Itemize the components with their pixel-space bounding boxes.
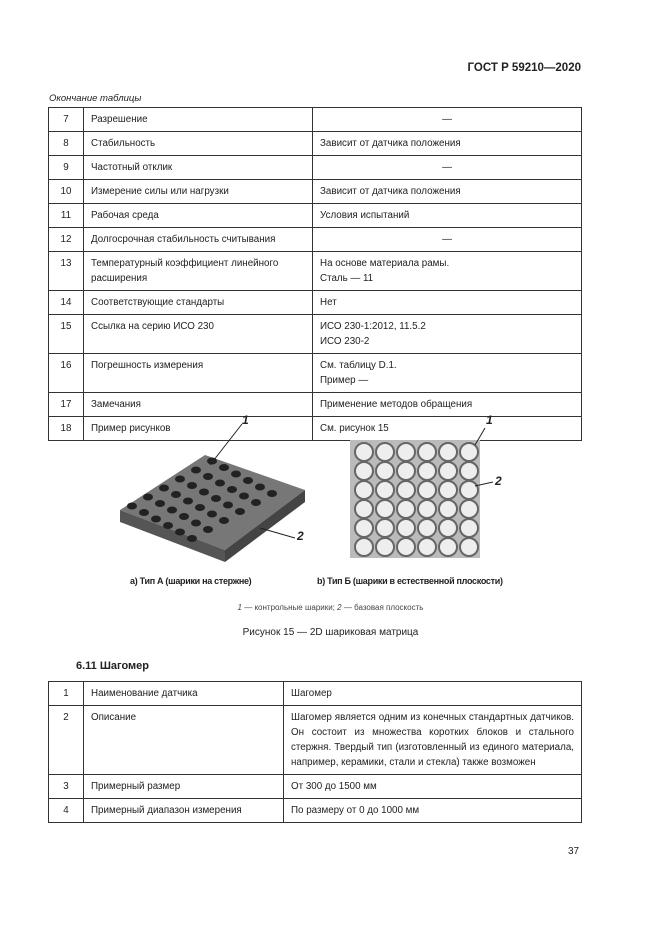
parameter-value <box>313 252 582 291</box>
ball <box>460 462 478 480</box>
parameter-value <box>284 799 582 823</box>
ball <box>167 507 177 514</box>
cell-value: От 300 до 1500 мм <box>291 781 377 792</box>
document-header: ГОСТ Р 59210—2020 <box>467 62 581 74</box>
parameter-name: Наименование датчика <box>84 682 284 706</box>
ball <box>239 493 249 500</box>
ball <box>203 473 213 480</box>
table-row <box>49 799 582 823</box>
row-number: 10 <box>49 180 84 204</box>
figure-label-1b: 1 <box>486 413 493 427</box>
ball <box>439 500 457 518</box>
table-row <box>49 204 582 228</box>
ball <box>397 462 415 480</box>
ball <box>397 481 415 499</box>
table-row <box>49 291 582 315</box>
ball <box>355 538 373 556</box>
ball <box>207 511 217 518</box>
ball <box>355 519 373 537</box>
ball <box>151 516 161 523</box>
row-number: 13 <box>49 252 84 291</box>
cell-value: — <box>442 114 452 125</box>
row-number: 15 <box>49 315 84 354</box>
parameter-name: Замечания <box>84 393 313 417</box>
ball <box>203 526 213 533</box>
ball <box>235 508 245 515</box>
ball <box>195 504 205 511</box>
parameter-name: Описание <box>84 706 284 775</box>
step-gauge-table <box>48 681 582 823</box>
legend-text-2: — базовая плоскость <box>341 603 424 612</box>
legend-num-2: 2 <box>337 603 342 612</box>
row-number: 17 <box>49 393 84 417</box>
cell-value: Шагомер является одним из конечных стандартных датчиков. Он состоит из множества коротких блоков и стального стержня. Твердый тип (изготовленный из единого материала, например, керамики, стали и стекла) также возможен <box>291 712 574 768</box>
ball <box>251 499 261 506</box>
cell-value: См. рисунок 15 <box>320 423 389 434</box>
parameter-value <box>313 204 582 228</box>
parameter-value <box>313 132 582 156</box>
cell-value: Условия испытаний <box>320 210 410 221</box>
page-number: 37 <box>568 846 580 857</box>
parameter-value <box>284 682 582 706</box>
figure-caption-a: а) Тип А (шарики на стержне) <box>130 576 252 586</box>
row-number: 18 <box>49 417 84 441</box>
cell-value: ИСО 230-1:2012, 11.5.2 <box>320 321 426 332</box>
cell-value-2: Пример — <box>320 375 369 386</box>
ball <box>355 481 373 499</box>
ball <box>397 538 415 556</box>
cell-value: — <box>442 234 452 245</box>
table-row <box>49 252 582 291</box>
ball-matrix-type-a-image <box>120 455 305 562</box>
figure-legend <box>0 603 661 612</box>
figure-label-2b: 2 <box>495 474 502 488</box>
parameter-value <box>284 706 582 775</box>
table-continuation-caption: Окончание таблицы <box>49 93 142 104</box>
parameter-name: Рабочая среда <box>84 204 313 228</box>
sensor-properties-table <box>48 107 582 441</box>
row-number: 7 <box>49 108 84 132</box>
ball <box>397 500 415 518</box>
parameter-name: Разрешение <box>84 108 313 132</box>
figure-title: Рисунок 15 — 2D шариковая матрица <box>242 627 419 638</box>
ball <box>143 494 153 501</box>
parameter-name: Долгосрочная стабильность считывания <box>84 228 313 252</box>
parameter-name: Примерный диапазон измерения <box>84 799 284 823</box>
ball-matrix-type-b-image <box>350 440 480 558</box>
parameter-name: Стабильность <box>84 132 313 156</box>
legend-text-1: — контрольные шарики; <box>242 603 338 612</box>
ball <box>211 495 221 502</box>
row-number: 16 <box>49 354 84 393</box>
ball <box>139 509 149 516</box>
ball <box>460 538 478 556</box>
ball <box>439 443 457 461</box>
table-row <box>49 180 582 204</box>
ball <box>163 522 173 529</box>
ball <box>376 500 394 518</box>
row-number: 1 <box>49 682 84 706</box>
ball <box>127 503 137 510</box>
parameter-value <box>313 156 582 180</box>
ball <box>355 443 373 461</box>
ball <box>439 538 457 556</box>
ball <box>243 477 253 484</box>
ball <box>418 481 436 499</box>
ball <box>219 464 229 471</box>
ball <box>355 462 373 480</box>
row-number: 14 <box>49 291 84 315</box>
parameter-name: Погрешность измерения <box>84 354 313 393</box>
row-number: 4 <box>49 799 84 823</box>
ball <box>376 519 394 537</box>
ball <box>418 538 436 556</box>
figure-ball-matrix <box>110 410 510 570</box>
parameter-name: Частотный отклик <box>84 156 313 180</box>
figure-label-1a: 1 <box>242 413 249 427</box>
parameter-name: Пример рисунков <box>84 417 313 441</box>
ball <box>439 462 457 480</box>
parameter-name: Соответствующие стандарты <box>84 291 313 315</box>
legend-num-1: 1 <box>237 603 242 612</box>
cell-value: См. таблицу D.1. <box>320 360 397 371</box>
row-number: 9 <box>49 156 84 180</box>
ball <box>376 443 394 461</box>
table-row <box>49 682 582 706</box>
row-number: 2 <box>49 706 84 775</box>
ball <box>179 513 189 520</box>
ball <box>418 500 436 518</box>
ball <box>355 500 373 518</box>
ball <box>418 519 436 537</box>
ball <box>215 480 225 487</box>
ball <box>460 443 478 461</box>
table-row <box>49 228 582 252</box>
ball <box>219 517 229 524</box>
ball <box>376 538 394 556</box>
ball <box>175 476 185 483</box>
figure-label-2a: 2 <box>297 529 304 543</box>
cell-value: Шагомер <box>291 688 332 699</box>
cell-value: Зависит от датчика положения <box>320 138 461 149</box>
ball <box>439 481 457 499</box>
table-row <box>49 156 582 180</box>
parameter-name: Температурный коэффициент линейного расширения <box>84 252 313 291</box>
cell-value: Нет <box>320 297 337 308</box>
cell-value: — <box>442 162 452 173</box>
ball <box>460 519 478 537</box>
row-number: 11 <box>49 204 84 228</box>
ball <box>191 520 201 527</box>
ball <box>191 467 201 474</box>
ball <box>376 462 394 480</box>
ball <box>227 486 237 493</box>
ball <box>187 482 197 489</box>
parameter-value <box>313 228 582 252</box>
cell-value: Применение методов обращения <box>320 399 473 410</box>
table-row <box>49 354 582 393</box>
row-number: 3 <box>49 775 84 799</box>
parameter-value <box>284 775 582 799</box>
ball <box>397 519 415 537</box>
parameter-value <box>313 108 582 132</box>
cell-value: По размеру от 0 до 1000 мм <box>291 805 420 816</box>
ball <box>439 519 457 537</box>
parameter-value <box>313 315 582 354</box>
ball <box>397 443 415 461</box>
parameter-value <box>313 291 582 315</box>
cell-value-2: Сталь — 11 <box>320 273 374 284</box>
ball <box>187 535 197 542</box>
ball <box>183 498 193 505</box>
table-row <box>49 706 582 775</box>
row-number: 12 <box>49 228 84 252</box>
ball <box>159 485 169 492</box>
ball <box>223 502 233 509</box>
ball <box>155 500 165 507</box>
ball <box>199 489 209 496</box>
cell-value: На основе материала рамы. <box>320 258 450 269</box>
table-row <box>49 132 582 156</box>
ball <box>418 443 436 461</box>
figure-caption-b: b) Тип Б (шарики в естественной плоскости) <box>317 576 503 586</box>
ball <box>460 481 478 499</box>
cell-value-2: ИСО 230-2 <box>320 336 370 347</box>
ball <box>376 481 394 499</box>
parameter-value <box>313 354 582 393</box>
ball <box>267 490 277 497</box>
cell-value: Зависит от датчика положения <box>320 186 461 197</box>
ball <box>418 462 436 480</box>
section-heading: 6.11 Шагомер <box>76 660 150 672</box>
ball <box>255 484 265 491</box>
row-number: 8 <box>49 132 84 156</box>
table-row <box>49 108 582 132</box>
ball <box>231 471 241 478</box>
parameter-value <box>313 180 582 204</box>
ball <box>175 529 185 536</box>
ball <box>171 491 181 498</box>
ball <box>460 500 478 518</box>
table-row <box>49 775 582 799</box>
table-row <box>49 315 582 354</box>
parameter-name: Ссылка на серию ИСО 230 <box>84 315 313 354</box>
parameter-name: Измерение силы или нагрузки <box>84 180 313 204</box>
parameter-name: Примерный размер <box>84 775 284 799</box>
